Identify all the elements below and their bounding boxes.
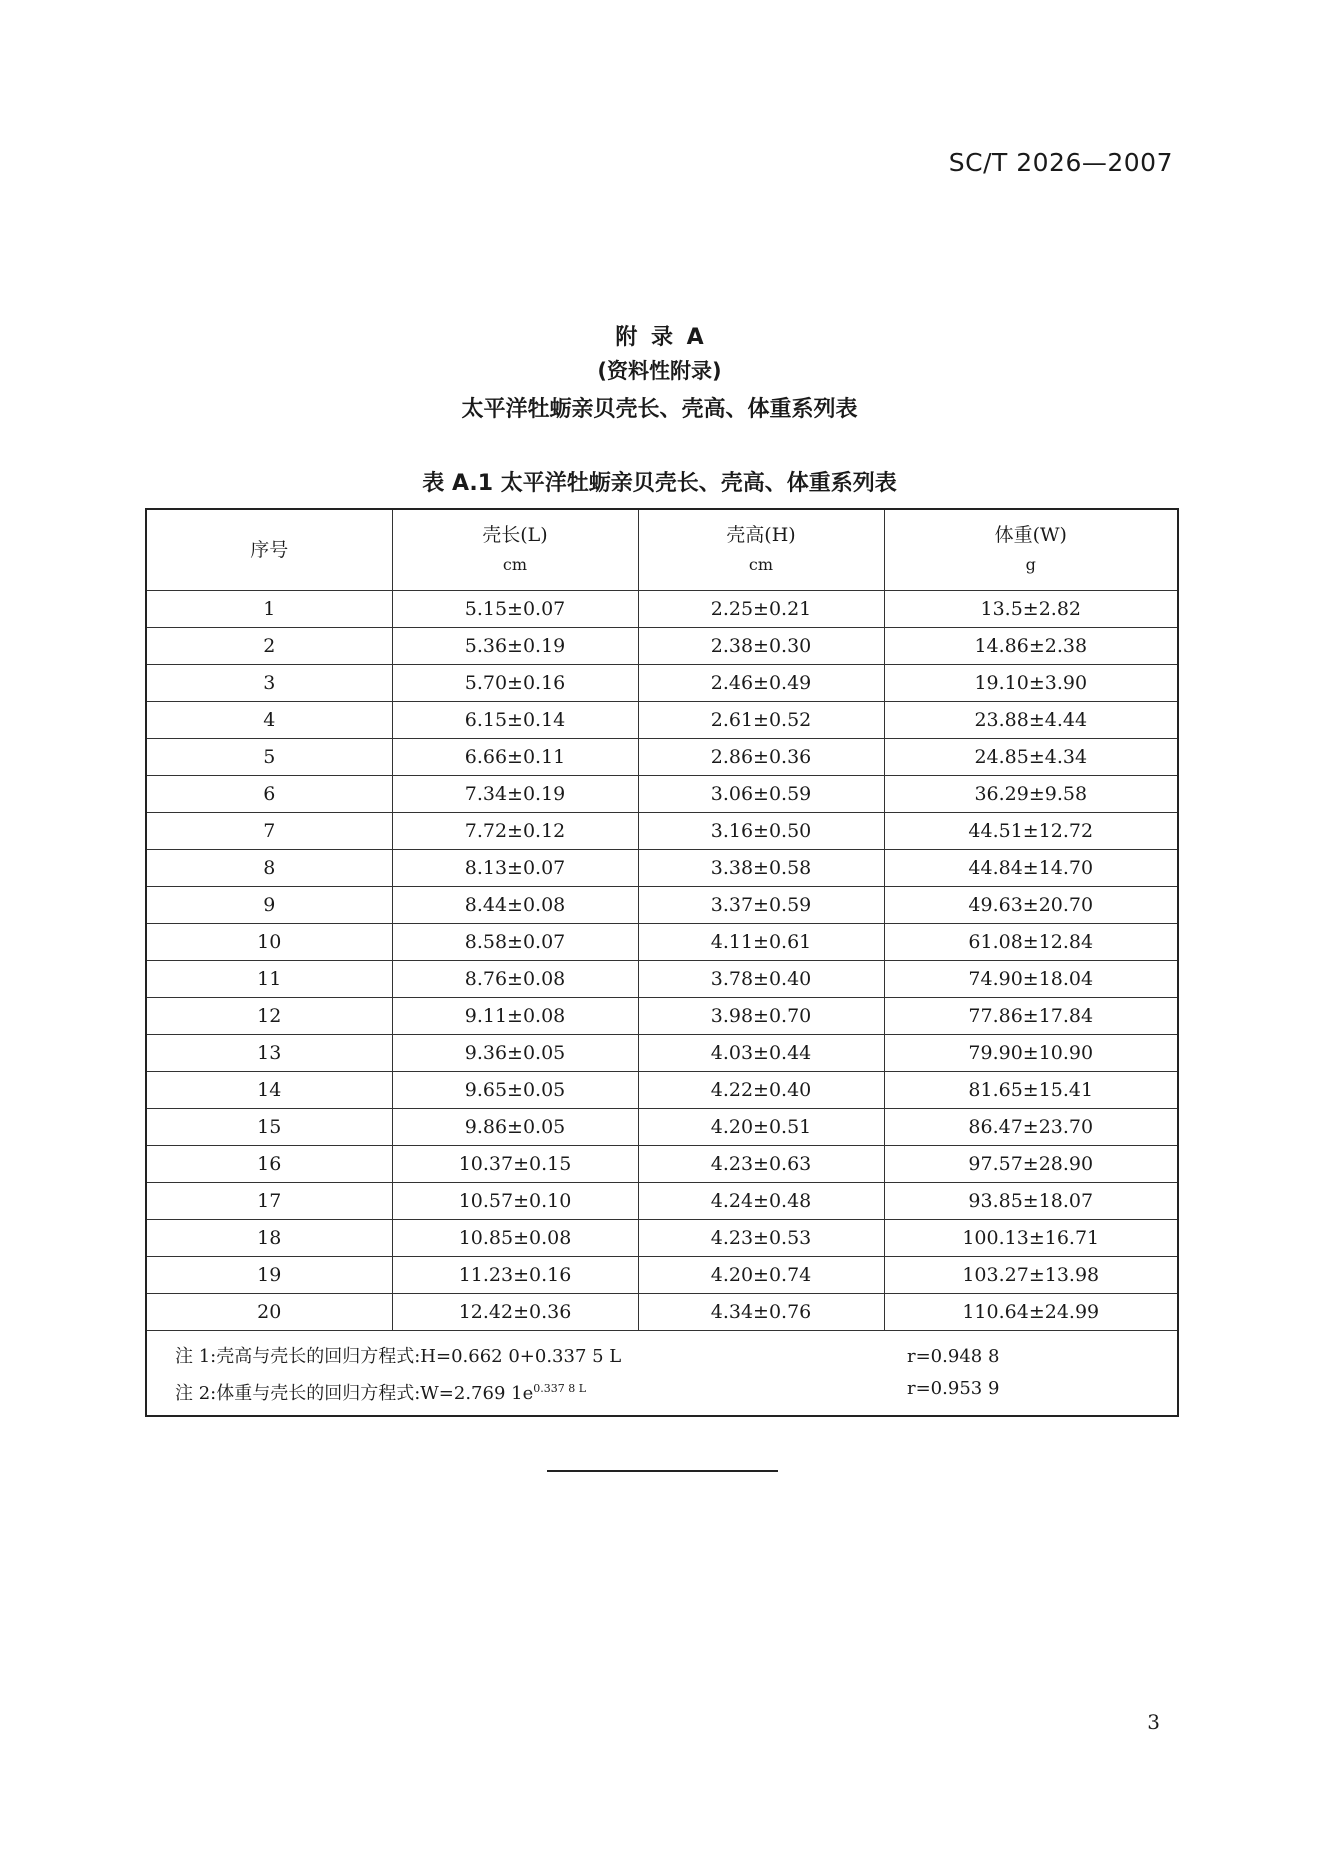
table-row: [146, 665, 1178, 702]
cell-shell-length: 11.23±0.16: [392, 1257, 638, 1294]
cell-shell-height: 3.78±0.40: [638, 961, 884, 998]
end-rule: [547, 1470, 778, 1472]
annex-type: (资料性附录): [597, 359, 722, 383]
cell-shell-height: 3.98±0.70: [638, 998, 884, 1035]
table-row: [146, 813, 1178, 850]
cell-index: 12: [146, 998, 392, 1035]
table-row: [146, 591, 1178, 628]
table-row: [146, 1035, 1178, 1072]
cell-shell-length: 7.72±0.12: [392, 813, 638, 850]
annex-title: 太平洋牡蛎亲贝壳长、壳高、体重系列表: [461, 397, 858, 422]
cell-index: 3: [146, 665, 392, 702]
cell-weight: 23.88±4.44: [884, 702, 1178, 739]
cell-shell-length: 10.85±0.08: [392, 1220, 638, 1257]
table-row: [146, 628, 1178, 665]
table-row: [146, 1072, 1178, 1109]
cell-weight: 49.63±20.70: [884, 887, 1178, 924]
cell-weight: 74.90±18.04: [884, 961, 1178, 998]
column-header-shell-height: [638, 509, 884, 591]
table-caption: 表 A.1 太平洋牡蛎亲贝壳长、壳高、体重系列表: [422, 471, 897, 496]
note-1-correlation: r=0.948 8: [907, 1346, 1000, 1367]
table-notes: [146, 1331, 1178, 1417]
column-label: 壳高(H): [726, 524, 796, 546]
cell-weight: 86.47±23.70: [884, 1109, 1178, 1146]
note-1: [175, 1341, 1177, 1373]
cell-shell-height: 2.46±0.49: [638, 665, 884, 702]
cell-index: 4: [146, 702, 392, 739]
cell-weight: 13.5±2.82: [884, 591, 1178, 628]
cell-shell-length: 9.11±0.08: [392, 998, 638, 1035]
cell-shell-height: 4.24±0.48: [638, 1183, 884, 1220]
note-2-exponent: 0.337 8 L: [533, 1382, 587, 1395]
cell-shell-height: 2.86±0.36: [638, 739, 884, 776]
cell-index: 17: [146, 1183, 392, 1220]
cell-shell-length: 9.86±0.05: [392, 1109, 638, 1146]
cell-weight: 44.84±14.70: [884, 850, 1178, 887]
table-row: [146, 887, 1178, 924]
cell-index: 11: [146, 961, 392, 998]
cell-index: 19: [146, 1257, 392, 1294]
cell-index: 16: [146, 1146, 392, 1183]
cell-weight: 14.86±2.38: [884, 628, 1178, 665]
cell-weight: 79.90±10.90: [884, 1035, 1178, 1072]
table-row: [146, 1183, 1178, 1220]
cell-shell-length: 8.76±0.08: [392, 961, 638, 998]
cell-index: 10: [146, 924, 392, 961]
cell-weight: 103.27±13.98: [884, 1257, 1178, 1294]
cell-index: 13: [146, 1035, 392, 1072]
cell-shell-length: 9.65±0.05: [392, 1072, 638, 1109]
cell-shell-height: 4.20±0.74: [638, 1257, 884, 1294]
cell-shell-height: 3.38±0.58: [638, 850, 884, 887]
cell-weight: 44.51±12.72: [884, 813, 1178, 850]
table-row: [146, 1257, 1178, 1294]
table-row: [146, 961, 1178, 998]
cell-shell-length: 10.37±0.15: [392, 1146, 638, 1183]
cell-shell-height: 4.22±0.40: [638, 1072, 884, 1109]
cell-shell-height: 4.20±0.51: [638, 1109, 884, 1146]
column-label: 序号: [250, 539, 289, 561]
column-header-index: [146, 509, 392, 591]
cell-shell-length: 8.58±0.07: [392, 924, 638, 961]
note-2-text: 注 2:体重与壳长的回归方程式:W=2.769 1e: [175, 1383, 534, 1404]
table-row: [146, 1220, 1178, 1257]
cell-shell-length: 5.70±0.16: [392, 665, 638, 702]
note-2-correlation: r=0.953 9: [907, 1378, 1000, 1399]
cell-index: 5: [146, 739, 392, 776]
cell-shell-height: 2.38±0.30: [638, 628, 884, 665]
cell-index: 9: [146, 887, 392, 924]
cell-shell-height: 2.25±0.21: [638, 591, 884, 628]
column-unit: cm: [748, 555, 774, 574]
cell-index: 6: [146, 776, 392, 813]
cell-weight: 81.65±15.41: [884, 1072, 1178, 1109]
column-header-weight: [884, 509, 1178, 591]
cell-index: 1: [146, 591, 392, 628]
table-row: [146, 998, 1178, 1035]
cell-shell-height: 3.37±0.59: [638, 887, 884, 924]
cell-weight: 110.64±24.99: [884, 1294, 1178, 1331]
cell-index: 14: [146, 1072, 392, 1109]
table-notes-row: [146, 1331, 1178, 1417]
column-unit: cm: [502, 555, 528, 574]
cell-shell-length: 9.36±0.05: [392, 1035, 638, 1072]
table-row: [146, 1109, 1178, 1146]
cell-index: 18: [146, 1220, 392, 1257]
cell-weight: 36.29±9.58: [884, 776, 1178, 813]
table-row: [146, 924, 1178, 961]
cell-shell-height: 4.23±0.53: [638, 1220, 884, 1257]
cell-shell-length: 5.15±0.07: [392, 591, 638, 628]
table-row: [146, 850, 1178, 887]
cell-weight: 61.08±12.84: [884, 924, 1178, 961]
cell-index: 7: [146, 813, 392, 850]
table-row: [146, 1146, 1178, 1183]
cell-weight: 100.13±16.71: [884, 1220, 1178, 1257]
cell-shell-length: 8.44±0.08: [392, 887, 638, 924]
cell-shell-height: 3.16±0.50: [638, 813, 884, 850]
cell-shell-length: 6.15±0.14: [392, 702, 638, 739]
standard-number: SC/T 2026—2007: [948, 148, 1173, 177]
column-unit: g: [1025, 555, 1036, 574]
table-row: [146, 1294, 1178, 1331]
cell-weight: 24.85±4.34: [884, 739, 1178, 776]
column-label: 体重(W): [994, 524, 1067, 546]
table-row: [146, 702, 1178, 739]
cell-index: 20: [146, 1294, 392, 1331]
data-table: [145, 508, 1179, 1417]
column-header-shell-length: [392, 509, 638, 591]
table-row: [146, 739, 1178, 776]
cell-weight: 77.86±17.84: [884, 998, 1178, 1035]
cell-shell-height: 2.61±0.52: [638, 702, 884, 739]
cell-shell-length: 6.66±0.11: [392, 739, 638, 776]
column-label: 壳长(L): [482, 524, 548, 546]
cell-shell-height: 4.23±0.63: [638, 1146, 884, 1183]
cell-shell-length: 5.36±0.19: [392, 628, 638, 665]
cell-shell-height: 4.03±0.44: [638, 1035, 884, 1072]
cell-weight: 97.57±28.90: [884, 1146, 1178, 1183]
cell-weight: 19.10±3.90: [884, 665, 1178, 702]
cell-index: 2: [146, 628, 392, 665]
cell-index: 15: [146, 1109, 392, 1146]
note-1-text: 注 1:壳高与壳长的回归方程式:H=0.662 0+0.337 5 L: [175, 1346, 622, 1367]
cell-shell-length: 8.13±0.07: [392, 850, 638, 887]
cell-shell-height: 3.06±0.59: [638, 776, 884, 813]
cell-shell-height: 4.11±0.61: [638, 924, 884, 961]
table-header-row: [146, 509, 1178, 591]
note-2: [175, 1373, 1177, 1405]
cell-index: 8: [146, 850, 392, 887]
table-row: [146, 776, 1178, 813]
cell-shell-length: 12.42±0.36: [392, 1294, 638, 1331]
table-body: [146, 591, 1178, 1331]
page-number: 3: [1147, 1710, 1160, 1734]
annex-label: 附 录 A: [615, 325, 704, 350]
cell-shell-length: 10.57±0.10: [392, 1183, 638, 1220]
cell-weight: 93.85±18.07: [884, 1183, 1178, 1220]
cell-shell-length: 7.34±0.19: [392, 776, 638, 813]
cell-shell-height: 4.34±0.76: [638, 1294, 884, 1331]
